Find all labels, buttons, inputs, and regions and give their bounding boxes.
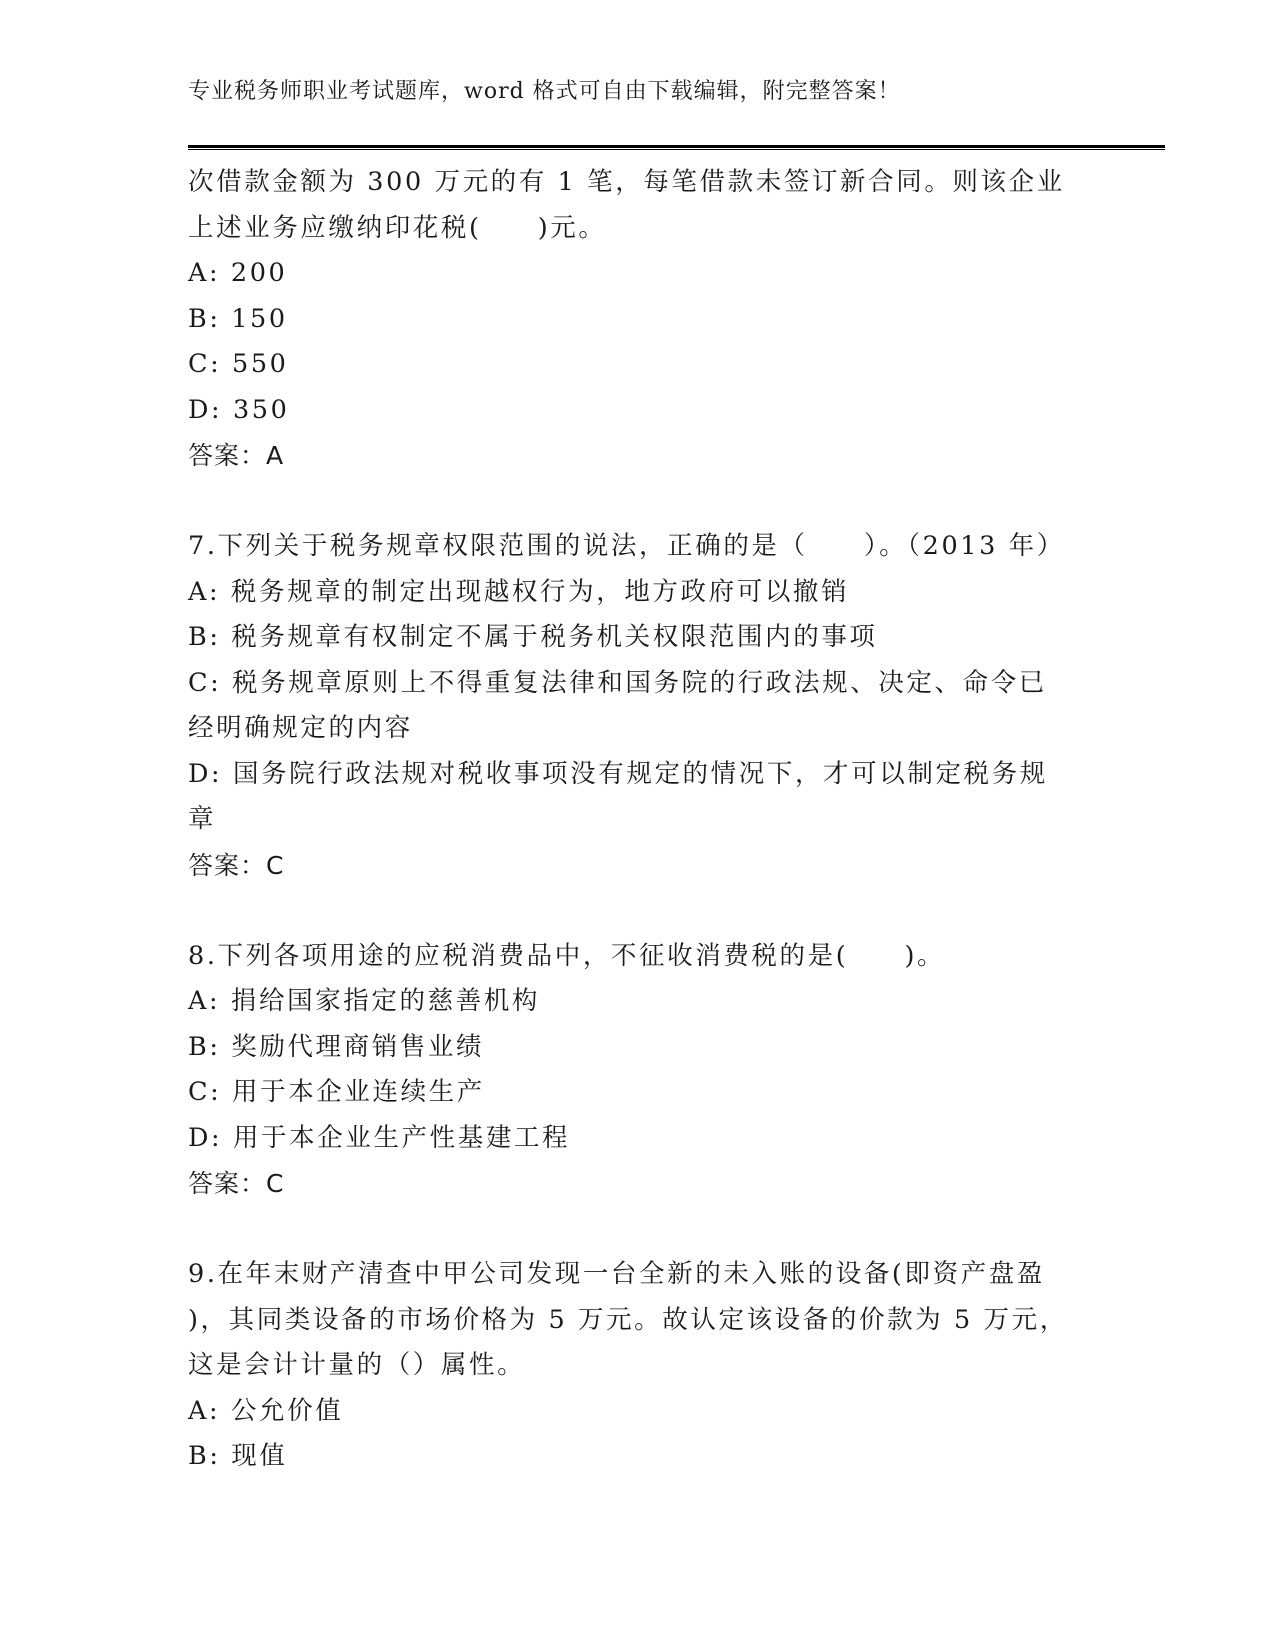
question-9 bbox=[188, 1252, 1088, 1480]
question-8 bbox=[188, 934, 1088, 1207]
question-text-line: 8.下列各项用途的应税消费品中，不征收消费税的是( )。 bbox=[188, 940, 946, 971]
option-a: A: 税务规章的制定出现越权行为，地方政府可以撤销 bbox=[188, 576, 850, 607]
question-6-continued bbox=[188, 160, 1088, 479]
page-header: 专业税务师职业考试题库，word 格式可自由下载编辑，附完整答案！ bbox=[188, 79, 901, 104]
option-a: A: 公允价值 bbox=[188, 1395, 344, 1426]
question-text-line: )，其同类设备的市场价格为 5 万元。故认定该设备的价款为 5 万元， bbox=[188, 1304, 1068, 1335]
option-c: C: 用于本企业连续生产 bbox=[188, 1077, 485, 1107]
spacer bbox=[188, 479, 1088, 525]
option-d: D: 用于本企业生产性基建工程 bbox=[188, 1122, 571, 1153]
option-c: C: 税务规章原则上不得重复法律和国务院的行政法规、决定、命令已 bbox=[188, 667, 1047, 698]
question-text-line: 这是会计计量的（）属性。 bbox=[188, 1350, 526, 1380]
option-c-continued: 经明确规定的内容 bbox=[188, 713, 413, 743]
option-d: D: 国务院行政法规对税收事项没有规定的情况下，才可以制定税务规 bbox=[188, 758, 1048, 789]
question-text-line: 7.下列关于税务规章权限范围的说法，正确的是（ ）。（2013 年） bbox=[188, 531, 1065, 561]
option-a: A: 捐给国家指定的慈善机构 bbox=[188, 986, 541, 1016]
question-text-line: 9.在年末财产清查中甲公司发现一台全新的未入账的设备(即资产盘盈 bbox=[188, 1259, 1045, 1289]
option-b: B: 150 bbox=[188, 303, 288, 334]
answer-line: 答案：C bbox=[188, 1169, 285, 1198]
question-7 bbox=[188, 524, 1088, 888]
option-b: B: 现值 bbox=[188, 1441, 288, 1471]
option-d: D: 350 bbox=[188, 394, 290, 425]
spacer bbox=[188, 888, 1088, 934]
header-divider bbox=[188, 145, 1165, 150]
option-d-continued: 章 bbox=[188, 804, 217, 834]
option-b: B: 奖励代理商销售业绩 bbox=[188, 1031, 485, 1062]
option-c: C: 550 bbox=[188, 349, 289, 379]
document-body bbox=[188, 160, 1088, 1480]
option-b: B: 税务规章有权制定不属于税务机关权限范围内的事项 bbox=[188, 622, 878, 652]
answer-line: 答案：C bbox=[188, 850, 285, 880]
question-text-line: 次借款金额为 300 万元的有 1 笔，每笔借款未签订新合同。则该企业 bbox=[188, 167, 1065, 197]
spacer bbox=[188, 1207, 1088, 1253]
option-a: A: 200 bbox=[188, 258, 288, 288]
question-text-line: 上述业务应缴纳印花税( )元。 bbox=[188, 212, 607, 243]
answer-line: 答案：A bbox=[188, 441, 285, 470]
